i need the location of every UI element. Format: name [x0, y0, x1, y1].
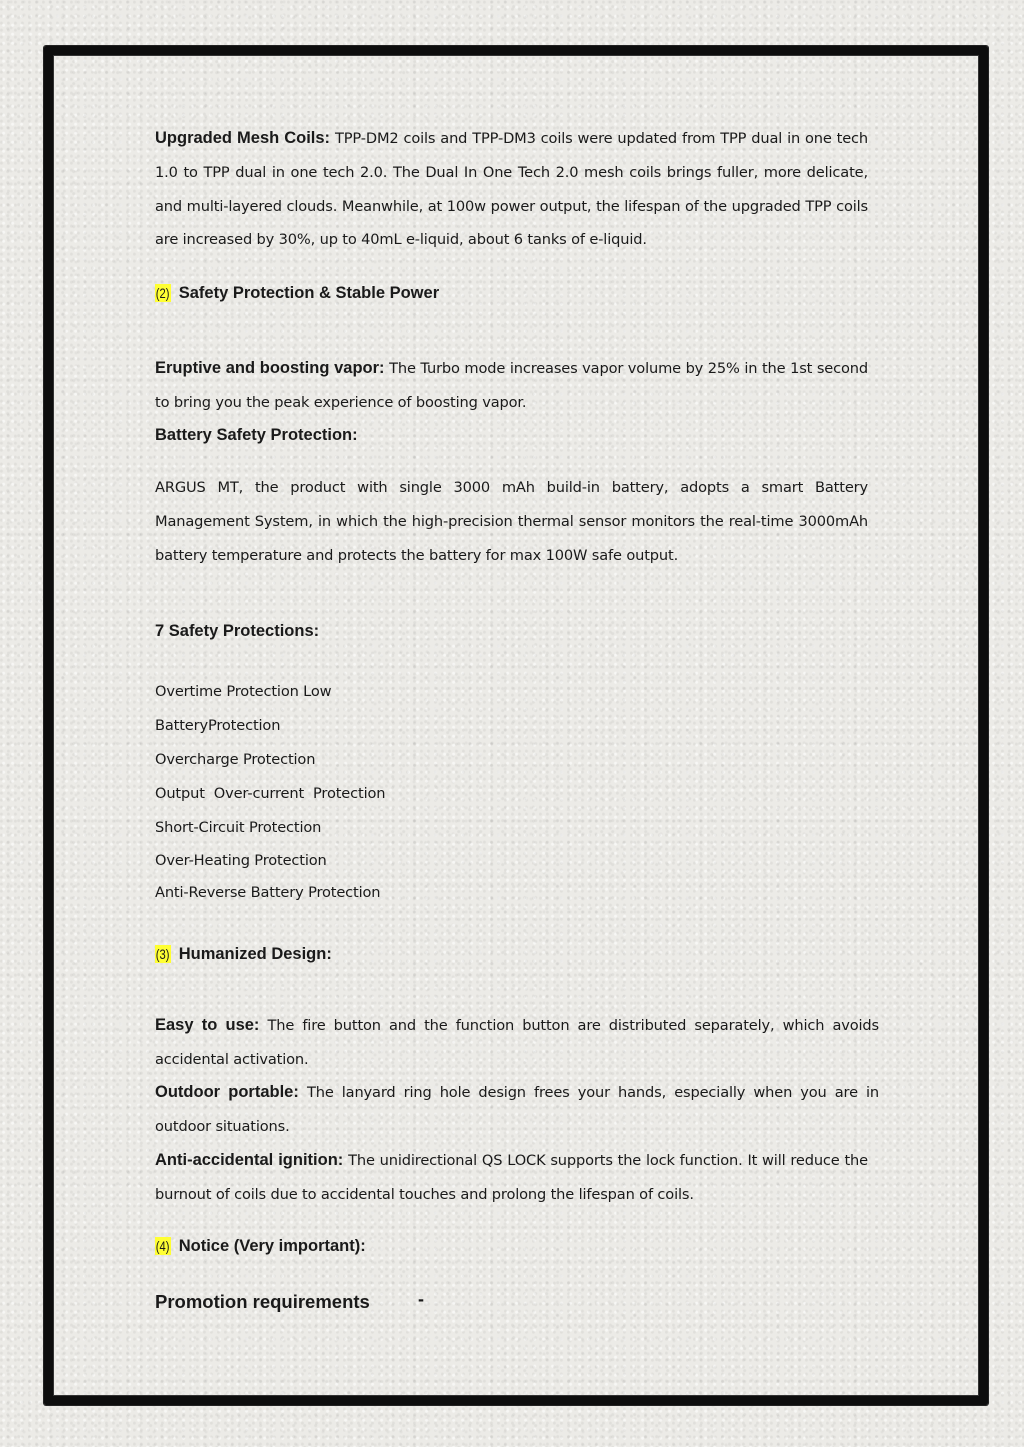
mesh-coils-label: Upgraded Mesh Coils: — [155, 129, 331, 147]
anti-ignition-text: The unidirectional QS LOCK supports the lock function. It will reduce the burnout of coils due to accidental touches and prolong the lifespan of coils. — [155, 1152, 868, 1203]
list-item: Overtime Protection Low — [155, 683, 332, 700]
anti-ignition-paragraph — [155, 1144, 868, 1212]
easy-to-use-label: Easy to use: — [155, 1016, 260, 1034]
mesh-coils-paragraph — [155, 122, 868, 257]
list-item: BatteryProtection — [155, 717, 281, 734]
outdoor-paragraph — [155, 1076, 879, 1144]
section-4-number: (4) — [155, 1238, 170, 1254]
list-item: Short-Circuit Protection — [155, 819, 322, 836]
eruptive-label: Eruptive and boosting vapor: — [155, 359, 385, 377]
section-2-heading — [155, 284, 439, 303]
anti-ignition-label: Anti-accidental ignition: — [155, 1151, 344, 1169]
eruptive-paragraph — [155, 352, 868, 420]
battery-paragraph: ARGUS MT, the product with single 3000 mAh build-in battery, adopts a smart Battery Management System, in which the high-precision thermal sensor monitors the real-time 3000mAh battery temperature and protects the battery for max 100W safe output. — [155, 479, 868, 564]
battery-heading: Battery Safety Protection: — [155, 426, 358, 444]
section-3-number: (3) — [155, 946, 170, 962]
list-item: Anti-Reverse Battery Protection — [155, 884, 381, 901]
protections-heading: 7 Safety Protections: — [155, 622, 320, 640]
section-4-title: Notice (Very important): — [178, 1237, 366, 1255]
section-2-number: (2) — [155, 285, 170, 301]
section-3-heading — [155, 945, 332, 964]
section-3-title: Humanized Design: — [178, 945, 332, 963]
list-item: Output Over-current Protection — [155, 785, 386, 802]
promotion-heading: Promotion requirements — [155, 1291, 370, 1312]
easy-to-use-paragraph — [155, 1009, 879, 1077]
outdoor-label: Outdoor portable: — [155, 1083, 299, 1101]
mesh-coils-text: TPP-DM2 coils and TPP-DM3 coils were updated from TPP dual in one tech 1.0 to TPP dual in one tech 2.0. The Dual In One Tech 2.0 mesh coils brings fuller, more delicate, and multi-layered clouds. Meanwhile, at 100w power output, the lifespan of the upgraded TPP coils are increased by 30%, up to 40mL e-liquid, about 6 tanks of e-liquid. — [155, 130, 869, 249]
list-item: Over-Heating Protection — [155, 852, 327, 869]
promotion-mark: - — [418, 1289, 424, 1309]
list-item: Overcharge Protection — [155, 751, 316, 768]
easy-to-use-text: The fire button and the function button are distributed separately, which avoids accidental activation. — [155, 1017, 879, 1068]
section-2-title: Safety Protection & Stable Power — [178, 284, 440, 302]
eruptive-text: The Turbo mode increases vapor volume by 25% in the 1st second to bring you the peak experience of boosting vapor. — [155, 360, 868, 411]
outdoor-text: The lanyard ring hole design frees your hands, especially when you are in outdoor situations. — [155, 1084, 880, 1135]
section-4-heading — [155, 1237, 366, 1256]
